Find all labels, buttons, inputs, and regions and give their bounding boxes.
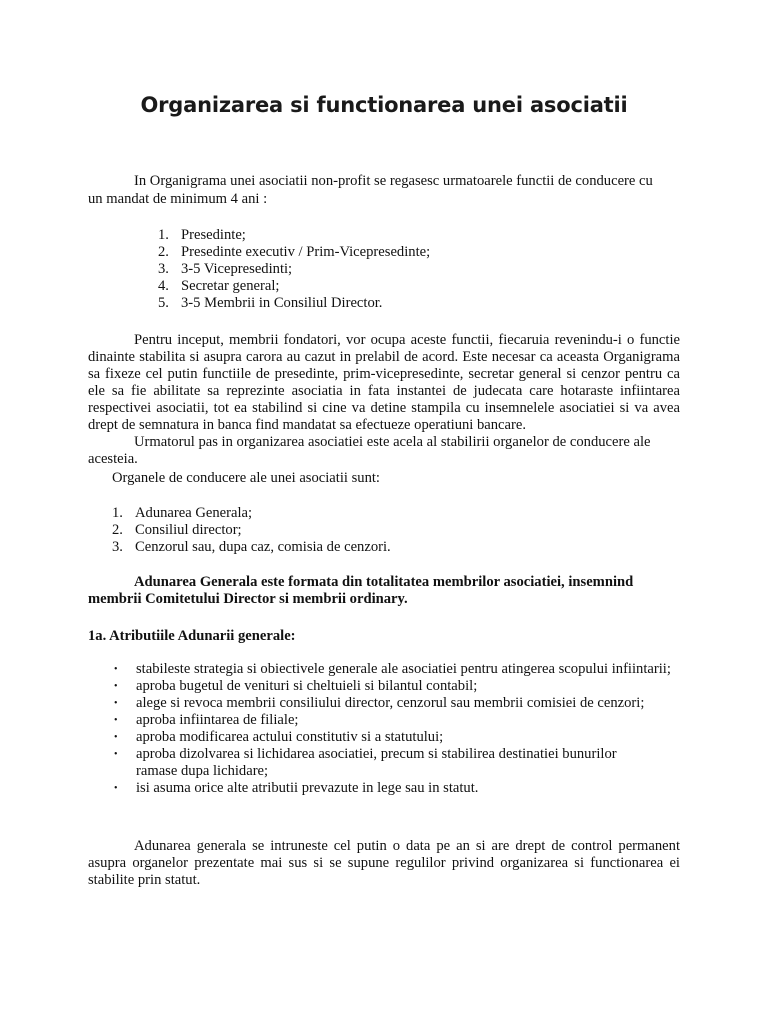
list-number: 1. [158, 227, 169, 243]
list-number: 4. [158, 278, 169, 294]
list-text: stabileste strategia si obiectivele generale ale asociatiei pentru atingerea scopului infiintarii; [136, 661, 671, 677]
functions-list [158, 227, 430, 312]
bullet-icon: • [114, 783, 118, 794]
list-text: Presedinte; [181, 227, 246, 243]
list-item [112, 539, 391, 556]
list-item [158, 278, 430, 295]
intro-line-2: un mandat de minimum 4 ani : [88, 191, 268, 207]
page-title: Organizarea si functionarea unei asociatii [140, 93, 628, 117]
list-text: alege si revoca membrii consiliului director, cenzorul sau membrii comisiei de cenzori; [136, 695, 645, 711]
list-number: 1. [112, 505, 123, 521]
list-item [112, 522, 391, 539]
list-text: Consiliul director; [135, 522, 242, 538]
attributions-list [112, 661, 682, 797]
list-item [112, 678, 682, 695]
paragraph-meeting: Adunarea generala se intruneste cel putin o data pe an si are drept de control permanent asupra organelor prezentate mai sus si se supune regulilor privind organizarea si functionarea ei stabilite prin statut. [88, 838, 680, 888]
list-number: 2. [112, 522, 123, 538]
bullet-icon: • [114, 664, 118, 675]
list-item [112, 746, 682, 780]
bullet-icon: • [114, 732, 118, 743]
list-text: Adunarea Generala; [135, 505, 253, 521]
list-number: 2. [158, 244, 169, 260]
list-item [112, 505, 391, 522]
list-item [112, 695, 682, 712]
organs-intro: Organele de conducere ale unei asociatii sunt: [112, 470, 380, 486]
assembly-definition: Adunarea Generala este formata din totalitatea membrilor asociatiei, insemnind membrii Comitetului Director si membrii ordinary. [88, 574, 634, 607]
intro-line-1: In Organigrama unei asociatii non-profit se regasesc urmatoarele functii de conducere cu [134, 173, 653, 189]
list-text: Cenzorul sau, dupa caz, comisia de cenzori. [135, 539, 391, 555]
bullet-icon: • [114, 681, 118, 692]
list-item [112, 780, 682, 797]
bullet-icon: • [114, 698, 118, 709]
list-text: 3-5 Membrii in Consiliul Director. [181, 295, 383, 311]
list-text: Secretar general; [181, 278, 280, 294]
list-item [112, 661, 682, 678]
list-text: aproba modificarea actului constitutiv si a statutului; [136, 729, 444, 745]
list-text: aproba dizolvarea si lichidarea asociatiei, precum si stabilirea destinatiei bunurilor ramase dupa lichidare; [136, 746, 617, 779]
bullet-icon: • [114, 749, 118, 760]
bullet-icon: • [114, 715, 118, 726]
list-item [112, 712, 682, 729]
list-text: aproba infiintarea de filiale; [136, 712, 299, 728]
list-item [158, 227, 430, 244]
list-text: isi asuma orice alte atributii prevazute in lege sau in statut. [136, 780, 479, 796]
paragraph-next-step: Urmatorul pas in organizarea asociatiei este acela al stabilirii organelor de conducere ale acesteia. [88, 434, 651, 467]
list-item [158, 261, 430, 278]
list-text: Presedinte executiv / Prim-Vicepresedinte; [181, 244, 431, 260]
list-text: aproba bugetul de venituri si cheltuieli si bilantul contabil; [136, 678, 478, 694]
paragraph-founders: Pentru inceput, membrii fondatori, vor ocupa aceste functii, fiecaruia revenindu-i o functie dinainte stabilita si asupra carora au cazut in prelabil de acord. Este necesar ca aceasta Organigrama sa fixeze cel putin functiile de presedinte, prim-vicepresedinte, secretar general si cenzor pentru ca ele sa fie abilitate sa reprezinte asociatia in fata instantei de judecata care hotaraste infiintarea respectivei asociatii, tot ea stabilind si cine va detine stampila cu insemnelele asociatiei si va avea drept de semnatura in banca find mandatat sa efectueze operatiuni bancare. [88, 332, 680, 433]
list-item [112, 729, 682, 746]
list-text: 3-5 Vicepresedinti; [181, 261, 293, 277]
list-item [158, 295, 430, 312]
list-number: 5. [158, 295, 169, 311]
list-item [158, 244, 430, 261]
list-number: 3. [158, 261, 169, 277]
list-number: 3. [112, 539, 123, 555]
section-heading-1a: 1a. Atributiile Adunarii generale: [88, 628, 296, 644]
organs-list [112, 505, 391, 556]
